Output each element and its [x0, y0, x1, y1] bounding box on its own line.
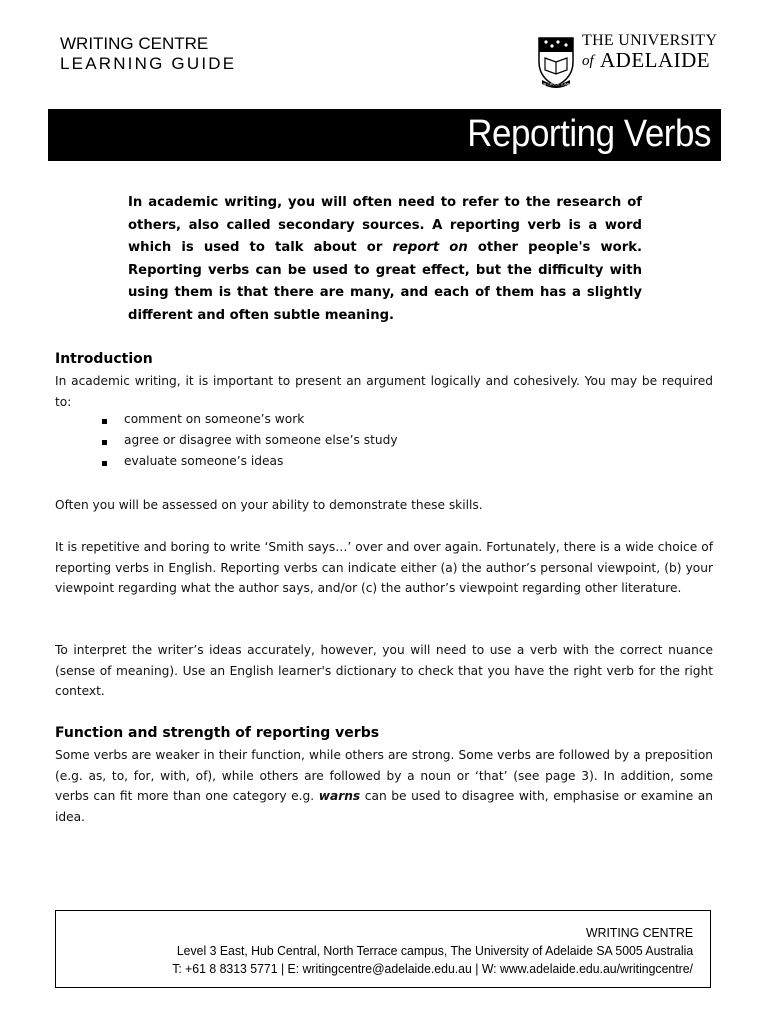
intro-text-2: other people's work. Reporting verbs can be used to great effect, but the difficulty with using them is that there are many, and each of them has a slightly different and often subtle meaning. [128, 240, 642, 323]
learning-guide-label: LEARNING GUIDE [60, 54, 237, 73]
function-paragraph: Some verbs are weaker in their function, while others are strong. Some verbs are followed by a preposition (e.g. as, to, for, with, of), while others are followed by a noun or ‘that’ (see page 3). In addition, some verbs can fit more than one category e.g. warns can be used to disagree with, emphasise or examine an idea. [55, 748, 713, 825]
introduction-paragraph-4: To interpret the writer’s ideas accurately, however, you will need to use a verb with the correct nuance (sense of meaning). Use an English learner's dictionary to check that you have the right verb for the right context. [55, 643, 713, 699]
logo-adelaide-text: ADELAIDE [600, 48, 711, 72]
writing-centre-label: WRITING CENTRE [60, 34, 209, 53]
intro-italic: report on [392, 240, 468, 255]
page-title: Reporting Verbs [467, 113, 711, 155]
crest-motto: SUB CRUCE LUMEN [539, 82, 573, 87]
introduction-paragraph-1: In academic writing, it is important to present an argument logically and cohesively. You may be required to: [55, 374, 713, 409]
logo-university-text: THE UNIVERSITY [582, 32, 718, 49]
title-banner [48, 109, 721, 161]
footer-contact-box [55, 910, 711, 988]
crest-icon [536, 32, 576, 92]
logo-of-text: of [582, 53, 594, 69]
footer-title: WRITING CENTRE [586, 925, 693, 940]
footer-contact-line: T: +61 8 8313 5771 | E: writingcentre@adelaide.edu.au | W: www.adelaide.edu.au/writingcentre/ [172, 961, 693, 976]
introduction-heading: Introduction [55, 351, 153, 367]
function-heading: Function and strength of reporting verbs [55, 725, 380, 741]
intro-text-1: In academic writing, you will often need to refer to the research of others, also called secondary sources. A reporting verb is a word which is used to talk about or [128, 195, 642, 255]
university-logo [536, 32, 716, 92]
warns-emphasis: warns [318, 789, 361, 804]
footer-address: Level 3 East, Hub Central, North Terrace campus, The University of Adelaide SA 5005 Australia [176, 943, 693, 958]
intro-summary [128, 192, 642, 327]
introduction-paragraph-2: Often you will be assessed on your ability to demonstrate these skills. [55, 498, 483, 512]
introduction-paragraph-3: It is repetitive and boring to write ‘Smith says…’ over and over again. Fortunately, there is a wide choice of reporting verbs in English. Reporting verbs can indicate either (a) the author’s personal viewpoint, (b) your viewpoint regarding what the author says, and/or (c) the author’s viewpoint regarding other literature. [55, 540, 713, 596]
